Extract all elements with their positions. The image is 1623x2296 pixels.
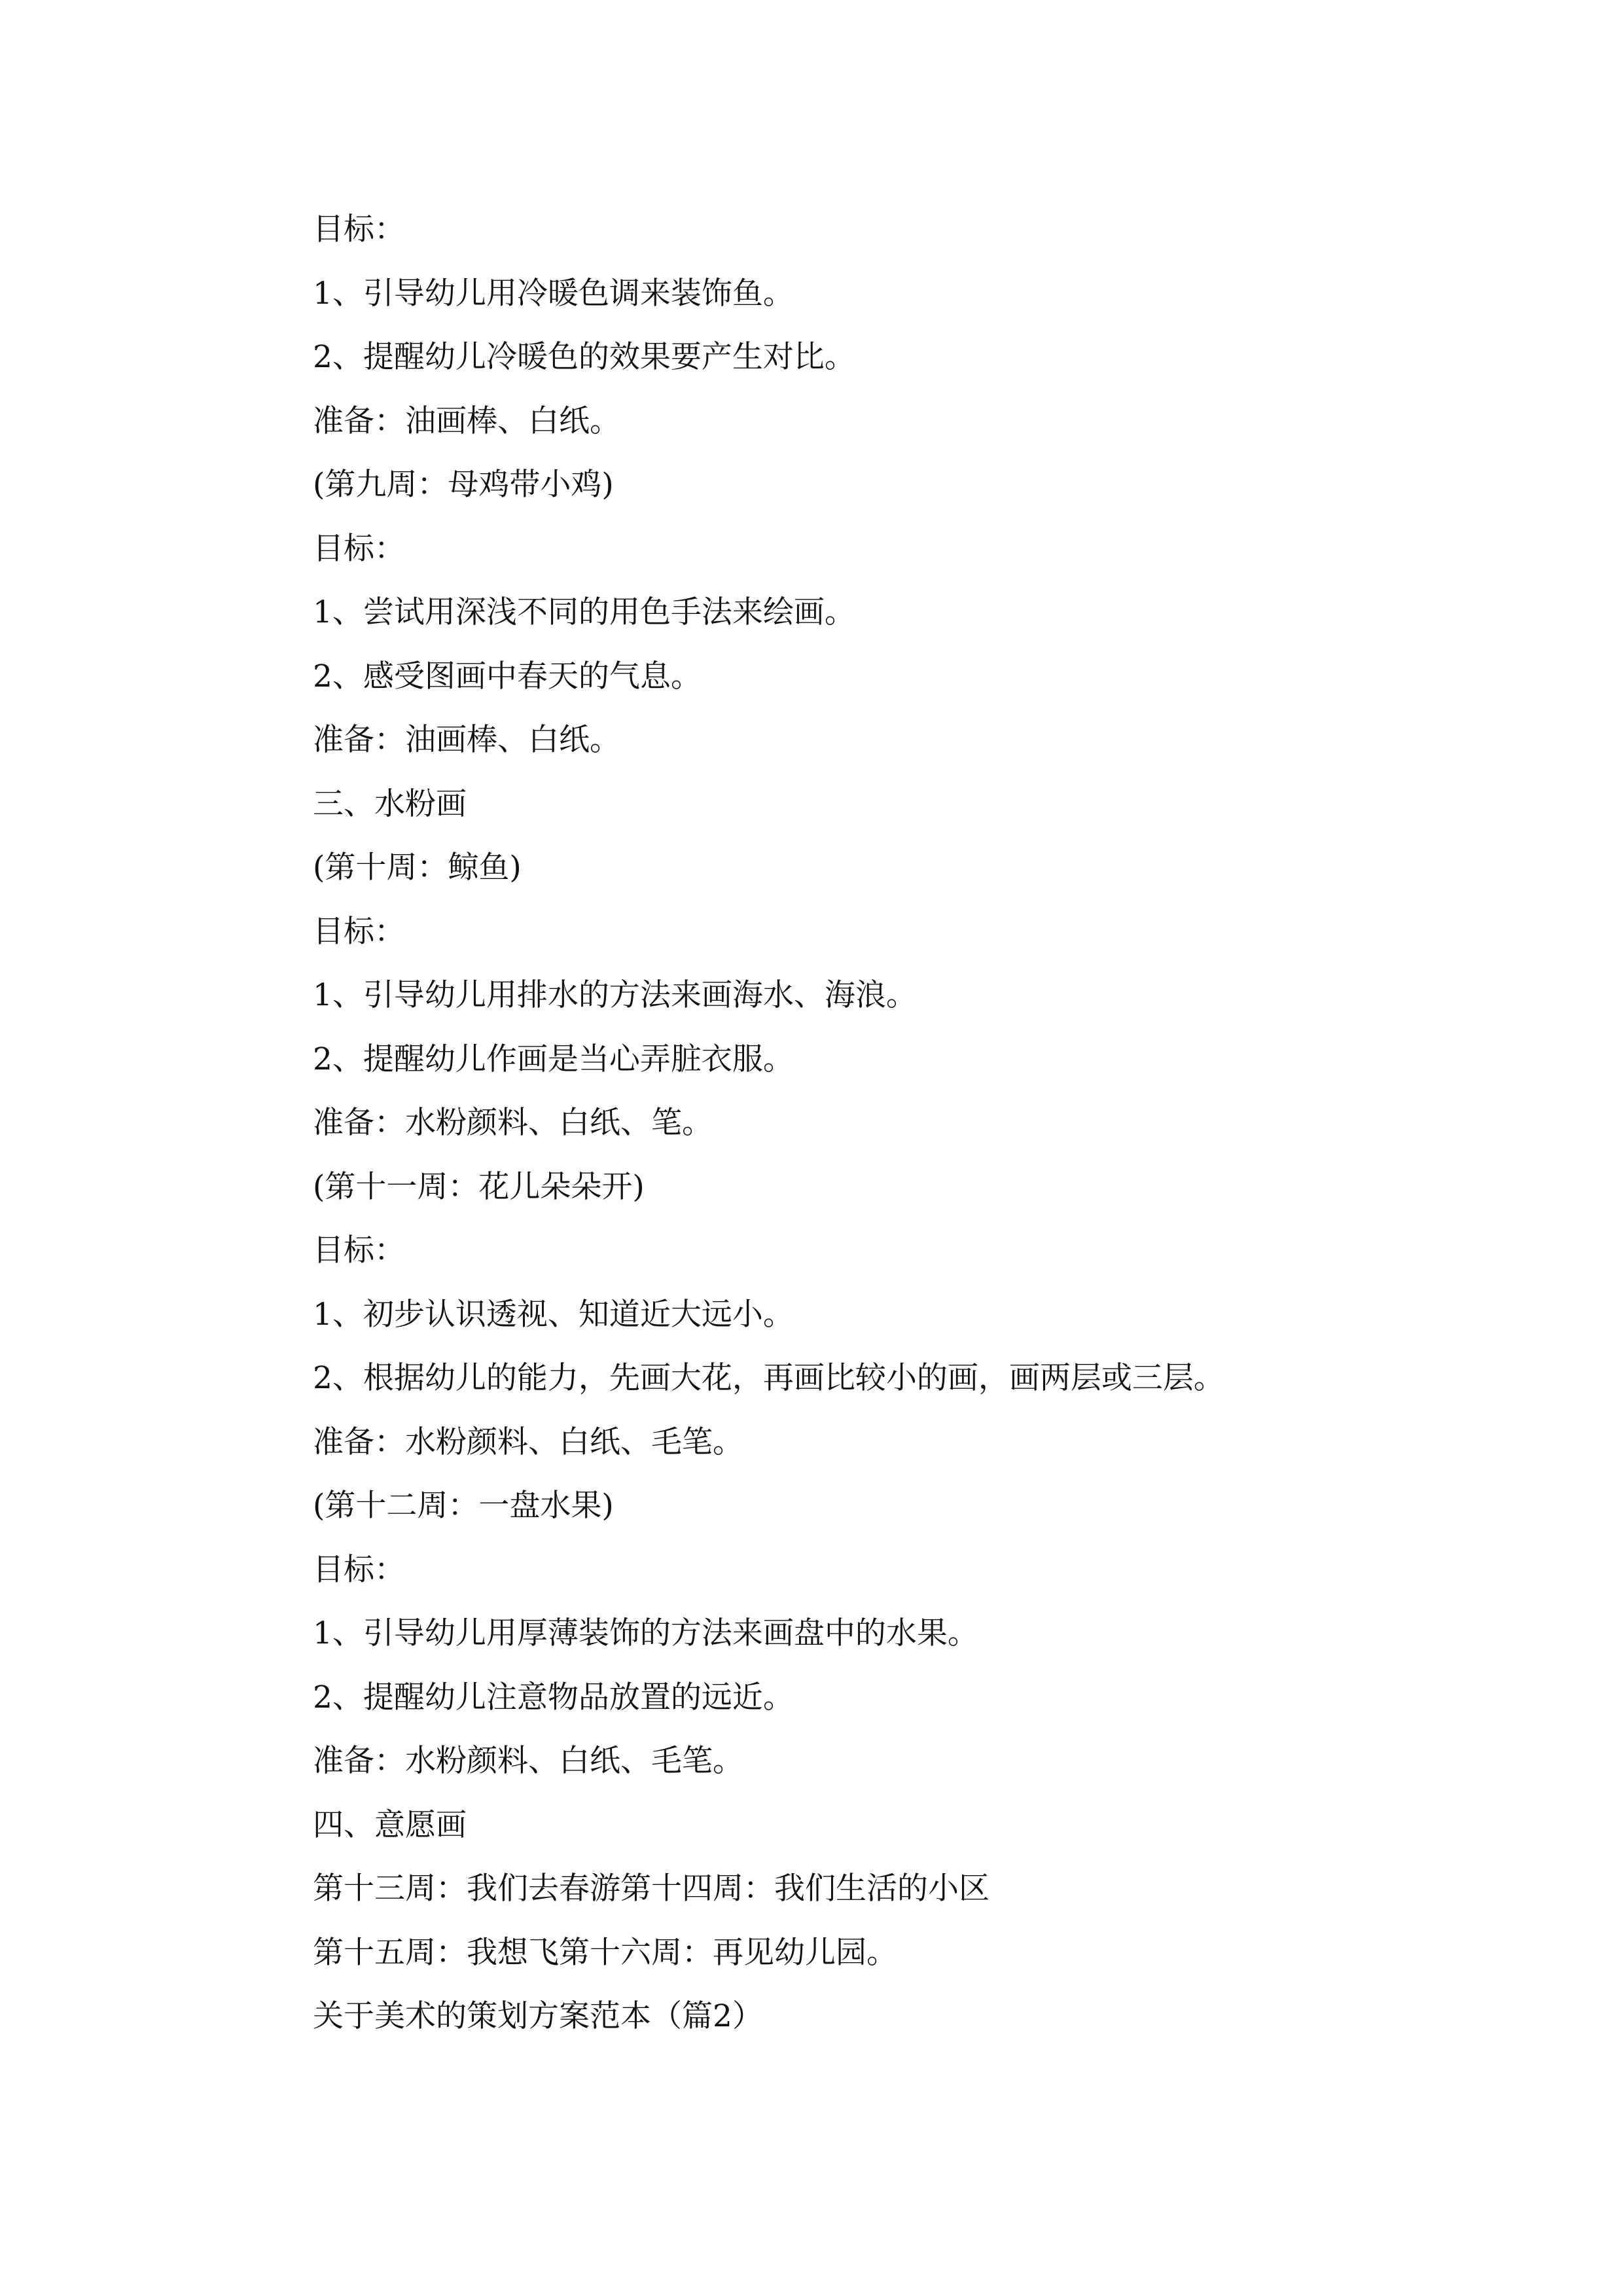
document-body	[313, 204, 1556, 2055]
materials-line: 准备：油画棒、白纸。	[313, 403, 620, 439]
next-article-title: 关于美术的策划方案范本（篇2）	[313, 1998, 763, 2034]
week-title: (第十一周：花儿朵朵开)	[313, 1168, 645, 1205]
goal-item: 1、引导幼儿用厚薄装饰的方法来画盘中的水果。	[313, 1615, 978, 1651]
week-title: (第九周：母鸡带小鸡)	[313, 467, 614, 503]
materials-line: 准备：水粉颜料、白纸、毛笔。	[313, 1743, 743, 1779]
section-heading: 三、水粉画	[313, 785, 467, 822]
goal-item: 1、引导幼儿用排水的方法来画海水、海浪。	[313, 977, 917, 1013]
goal-item: 2、提醒幼儿作画是当心弄脏衣服。	[313, 1041, 794, 1077]
week-schedule-line: 第十五周：我想飞第十六周：再见幼儿园。	[313, 1934, 897, 1971]
week-title: (第十周：鲸鱼)	[313, 850, 522, 886]
goal-item: 1、引导幼儿用冷暖色调来装饰鱼。	[313, 275, 794, 312]
goal-item: 2、提醒幼儿注意物品放置的远近。	[313, 1679, 794, 1715]
goal-item: 2、根据幼儿的能力，先画大花，再画比较小的画，画两层或三层。	[313, 1360, 1224, 1396]
goal-item: 1、初步认识透视、知道近大远小。	[313, 1296, 794, 1333]
goal-heading: 目标：	[313, 211, 405, 247]
goal-item: 1、尝试用深浅不同的用色手法来绘画。	[313, 594, 855, 630]
goal-heading: 目标：	[313, 1232, 405, 1268]
materials-line: 准备：水粉颜料、白纸、笔。	[313, 1105, 713, 1141]
goal-item: 2、感受图画中春天的气息。	[313, 658, 702, 694]
goal-heading: 目标：	[313, 913, 405, 950]
materials-line: 准备：水粉颜料、白纸、毛笔。	[313, 1424, 743, 1460]
section-heading: 四、意愿画	[313, 1806, 467, 1843]
week-schedule-line: 第十三周：我们去春游第十四周：我们生活的小区	[313, 1871, 990, 1907]
week-title: (第十二周：一盘水果)	[313, 1488, 614, 1524]
goal-heading: 目标：	[313, 1551, 405, 1588]
goal-item: 2、提醒幼儿冷暖色的效果要产生对比。	[313, 339, 855, 375]
materials-line: 准备：油画棒、白纸。	[313, 722, 620, 758]
goal-heading: 目标：	[313, 530, 405, 567]
